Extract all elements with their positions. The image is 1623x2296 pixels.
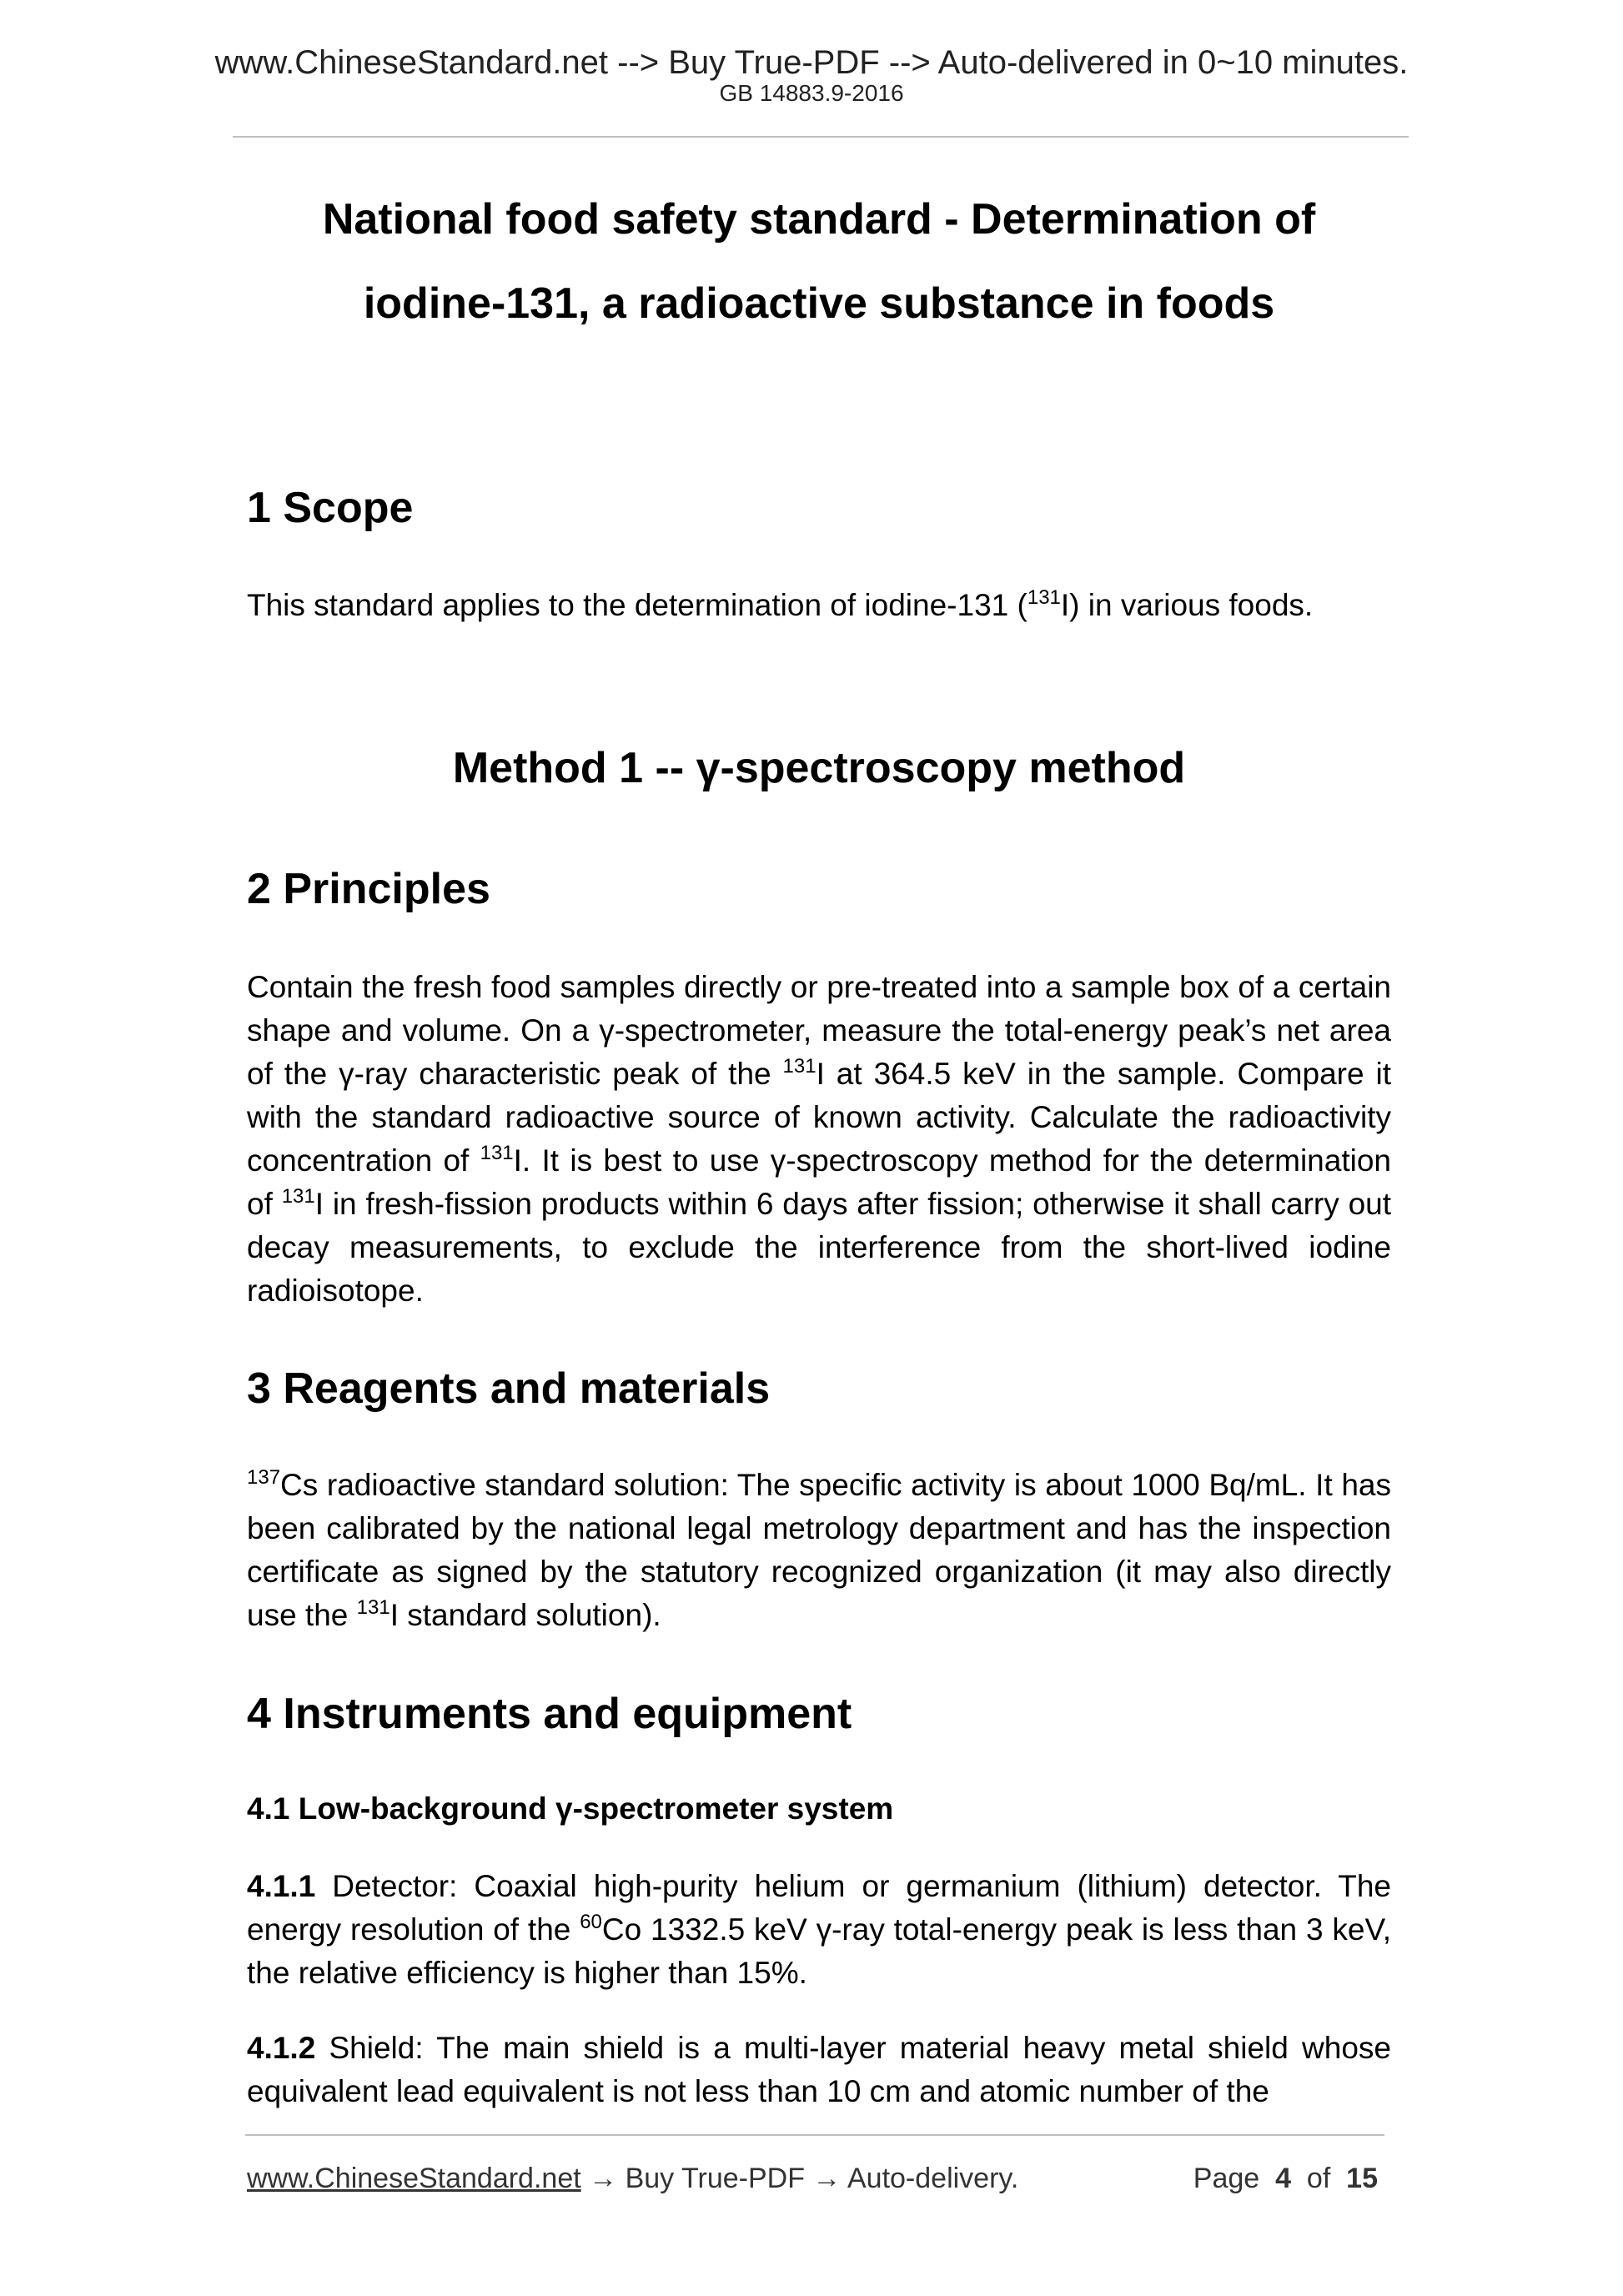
header-divider [233,136,1409,138]
section-heading-instruments: 4 Instruments and equipment [247,1690,852,1738]
scope-paragraph: This standard applies to the determination of iodine-131 ($^{131}$I) in various foods. [247,586,1314,622]
principles-paragraph: Contain the fresh food samples directly or pre-treated into a sample box of a certain shape and volume. On a γ-spectrometer, measure the total-energy peak’s net area of the γ-ray characteristic peak of the $^{131}$I at 364.5 keV in the sample. Compare it with the standard radioactive source of known activity. Calculate the radioactivity concentration of $^{131}$I. It is best to use γ-spectroscopy method for the determination of $^{131}$I in fresh-fission products within 6 days after fission; otherwise it shall carry out decay measurements, to exclude the interference from the short-lived iodine radioisotope. [247,970,1392,1308]
section-heading-reagents: 3 Reagents and materials [247,1364,771,1413]
document-title-line-2: iodine-131, a radioactive substance in foods [363,279,1275,328]
footer-promo-text: → Buy True-PDF → Auto-delivery. [580,2163,1019,2194]
top-banner: www.ChineseStandard.net --> Buy True-PDF --> Auto-delivered in 0~10 minutes. [214,44,1409,81]
footer-left [247,2160,1018,2197]
standard-code: GB 14883.9-2016 [719,80,904,106]
item-4-1-1-paragraph: 4.1.1 Detector: Coaxial high-purity helium or germanium (lithium) detector. The energy resolution of the $^{60}$Co 1332.5 keV γ-ray total-energy peak is less than 3 keV, the relative efficiency is higher than 15%. [247,1869,1392,1990]
footer-site-link[interactable]: www.ChineseStandard.net [247,2163,581,2194]
section-heading-principles: 2 Principles [247,865,490,913]
item-4-1-2-paragraph: 4.1.2 Shield: The main shield is a multi-layer material heavy metal shield whose equivalent lead equivalent is not less than 10 cm and atomic number of the [247,2031,1391,2108]
footer-divider [245,2134,1384,2136]
document-title-line-1: National food safety standard - Determination of [322,195,1316,244]
total-page-count: 15 [1346,2163,1378,2194]
page-indicator: Page 4 of 15 [1193,2163,1378,2194]
current-page-number: 4 [1275,2163,1291,2194]
section-heading-scope: 1 Scope [247,484,414,532]
method-heading: Method 1 -- γ-spectroscopy method [452,744,1186,792]
reagents-paragraph: $^{137}$Cs radioactive standard solution: The specific activity is about 1000 Bq/mL. It has been calibrated by the national legal metrology department and has the inspection certificate as signed by the statutory recognized organization (it may also directly use the $^{131}$I standard solution). [247,1466,1391,1632]
subsection-heading-spectrometer: 4.1 Low-background γ-spectrometer system [247,1791,894,1826]
